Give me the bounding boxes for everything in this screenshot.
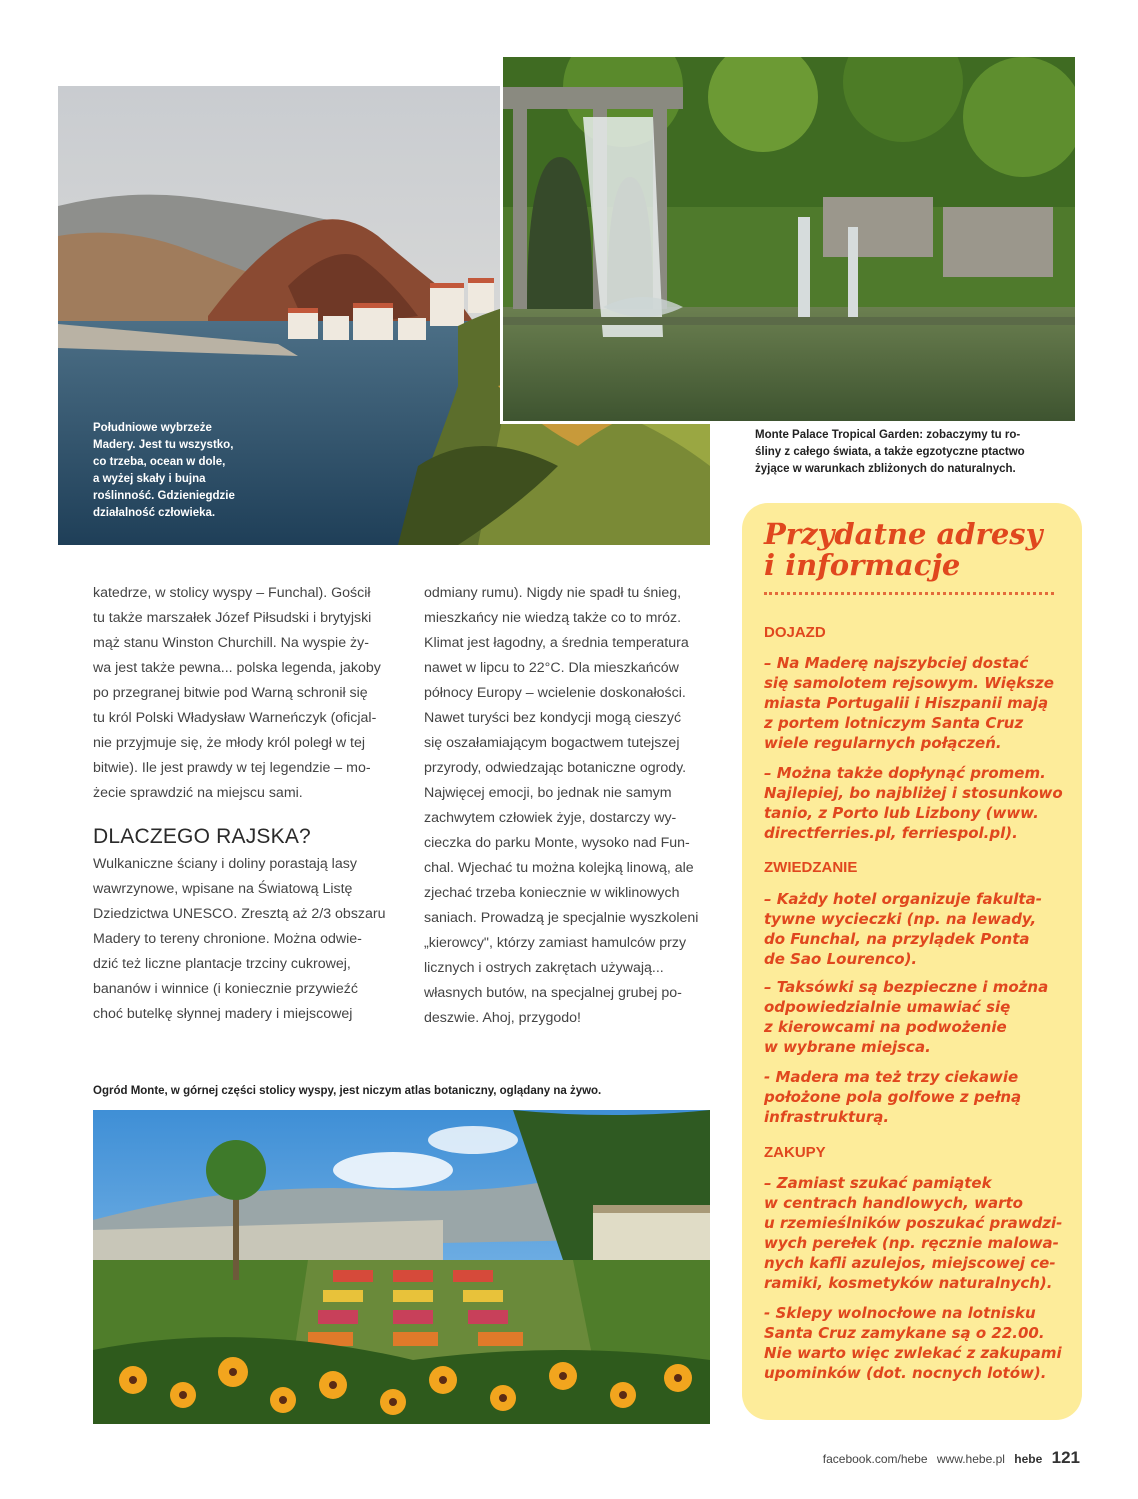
text-line: mieszkańcy nie wiedzą także co to mróz. [424, 610, 682, 626]
text-line: odmiany rumu). Nigdy nie spadł tu śnieg, [424, 585, 682, 601]
item-line: – Taksówki są bezpieczne i można [764, 978, 1049, 996]
article-column-left [93, 581, 393, 1027]
page-number: 121 [1051, 1448, 1080, 1467]
text-line: Wulkaniczne ściany i doliny porastają lasy [93, 856, 357, 872]
section-label-dojazd: DOJAZD [764, 624, 826, 641]
info-item [764, 977, 1074, 1057]
dotted-divider [764, 592, 1054, 595]
text-line: bitwie). Ile jest prawdy w tej legendzie – mo- [93, 760, 371, 776]
text-line: własnych butów, na specjalnej grubej po- [424, 985, 682, 1001]
text-line: cieczka do parku Monte, wysoko nad Fun- [424, 835, 690, 851]
text-line: północy Europy – wcielenie doskonałości. [424, 685, 686, 701]
text-line: nawet w lipcu to 22°C. Dla mieszkańców [424, 660, 679, 676]
caption-line: co trzeba, ocean w dole, [93, 456, 226, 468]
text-line: nie przyjmuje się, że młody król poległ w tej [93, 735, 366, 751]
info-item [764, 653, 1074, 753]
caption-garden [755, 427, 1065, 478]
text-line: mąż stanu Winston Churchill. Na wyspie ży- [93, 635, 369, 651]
caption-monte: Ogród Monte, w górnej części stolicy wyspy, jest niczym atlas botaniczny, oglądany na żywo. [93, 1085, 602, 1097]
info-item [764, 1173, 1074, 1293]
caption-line: Południowe wybrzeże [93, 422, 212, 434]
text-line: żecie sprawdzić na miejscu sami. [93, 785, 303, 801]
item-line: w centrach handlowych, warto [764, 1194, 1023, 1212]
item-line: tywne wycieczki (np. na lewady, [764, 910, 1037, 928]
text-line: Madery to tereny chronione. Można odwie- [93, 931, 362, 947]
item-line: – Na Maderę najszybciej dostać [764, 654, 1029, 672]
text-line: „kierowcy", którzy zamiast hamulców przy [424, 935, 687, 951]
article-paragraph [424, 581, 714, 1031]
item-line: wych perełek (np. ręcznie malowa- [764, 1234, 1059, 1252]
item-line: Najlepiej, bo najbliżej i stosunkowo [764, 784, 1063, 802]
info-box [742, 503, 1082, 1420]
caption-line: żyjące w warunkach zbliżonych do naturalnych. [755, 463, 1016, 475]
caption-coast [93, 420, 263, 522]
item-line: tanio, z Porto lub Lizbony (www. [764, 804, 1039, 822]
item-line: u rzemieślników poszukać prawdzi- [764, 1214, 1063, 1232]
text-line: Najwięcej emocji, bo jednak nie samym [424, 785, 672, 801]
item-line: z kierowcami na podwożenie [764, 1018, 1007, 1036]
item-line: – Zamiast szukać pamiątek [764, 1174, 992, 1192]
info-item [764, 1303, 1074, 1383]
caption-line: śliny z całego świata, a także egzotyczne ptactwo [755, 446, 1025, 458]
info-item [764, 763, 1074, 843]
item-line: odpowiedzialnie umawiać się [764, 998, 1011, 1016]
text-line: się oszałamiającym bogactwem tutejszej [424, 735, 680, 751]
text-line: dzić też liczne plantacje trzciny cukrowej, [93, 956, 351, 972]
item-line: się samolotem rejsowym. Większe [764, 674, 1054, 692]
brand-name: hebe [1014, 1452, 1043, 1466]
text-line: zjechać trzeba koniecznie w wiklinowych [424, 885, 680, 901]
text-line: deszwie. Ahoj, przygodo! [424, 1010, 581, 1026]
item-line: - Sklepy wolnocłowe na lotnisku [764, 1304, 1036, 1322]
caption-line: Madery. Jest tu wszystko, [93, 439, 234, 451]
text-line: tu także marszałek Józef Piłsudski i brytyjski [93, 610, 372, 626]
item-line: wiele regularnych połączeń. [764, 734, 1002, 752]
info-item [764, 1067, 1074, 1127]
text-line: choć butelkę słynnej madery i miejscowej [93, 1006, 353, 1022]
item-line: do Funchal, na przylądek Ponta [764, 930, 1030, 948]
section-label-zakupy: ZAKUPY [764, 1144, 826, 1161]
article-column-middle [424, 581, 714, 1031]
item-line: nych kafli azulejos, miejscowej ce- [764, 1254, 1056, 1272]
text-line: chal. Wjechać tu można kolejką linową, ale [424, 860, 694, 876]
info-box-title [764, 519, 1064, 581]
title-line: i informacje [764, 548, 961, 582]
text-line: tu król Polski Władysław Warneńczyk (oficjal- [93, 710, 377, 726]
text-line: zachwytem człowiek żyje, dostarczy wy- [424, 810, 677, 826]
text-line: wa jest także pewna... polska legenda, jakoby [93, 660, 381, 676]
item-line: położone pola golfowe z pełną [764, 1088, 1022, 1106]
item-line: Santa Cruz zamykane są o 22.00. [764, 1324, 1045, 1342]
item-line: – Można także dopłynąć promem. [764, 764, 1046, 782]
text-line: Dziedzictwa UNESCO. Zresztą aż 2/3 obszaru [93, 906, 386, 922]
item-line: miasta Portugalii i Hiszpanii mają [764, 694, 1049, 712]
item-line: w wybrane miejsca. [764, 1038, 931, 1056]
text-line: katedrze, w stolicy wyspy – Funchal). Gościł [93, 585, 371, 601]
item-line: infrastrukturą. [764, 1108, 890, 1126]
item-line: directferries.pl, ferriespol.pl). [764, 824, 1018, 842]
item-line: upominków (dot. nocnych lotów). [764, 1364, 1047, 1382]
item-line: ramiki, kosmetyków naturalnych). [764, 1274, 1053, 1292]
facebook-link[interactable]: facebook.com/hebe [822, 1452, 928, 1466]
text-line: wawrzynowe, wpisane na Światową Listę [93, 881, 353, 897]
text-line: po przegranej bitwie pod Warną schronił się [93, 685, 368, 701]
text-line: licznych i ostrych zakrętach używają... [424, 960, 664, 976]
caption-line: roślinność. Gdzieniegdzie [93, 490, 235, 502]
text-line: saniach. Prowadzą je specjalnie wyszkoleni [424, 910, 699, 926]
caption-line: a wyżej skały i bujna [93, 473, 206, 485]
photo-monte-garden [93, 1110, 710, 1424]
website-link[interactable]: www.hebe.pl [936, 1452, 1005, 1466]
info-item [764, 889, 1074, 969]
item-line: de Sao Lourenco). [764, 950, 918, 968]
photo-garden [500, 54, 1078, 424]
caption-line: Monte Palace Tropical Garden: zobaczymy tu ro- [755, 429, 1021, 441]
item-line: Nie warto więc zwlekać z zakupami [764, 1344, 1062, 1362]
item-line: – Każdy hotel organizuje fakulta- [764, 890, 1042, 908]
item-line: z portem lotniczym Santa Cruz [764, 714, 1024, 732]
title-line: Przydatne adresy [764, 517, 1043, 551]
page-footer [823, 1446, 1080, 1471]
item-line: - Madera ma też trzy ciekawie [764, 1068, 1019, 1086]
article-paragraph [93, 852, 393, 1027]
caption-line: działalność człowieka. [93, 507, 216, 519]
section-label-zwiedzanie: ZWIEDZANIE [764, 859, 858, 876]
section-heading: DLACZEGO RAJSKA? [93, 825, 311, 848]
text-line: Klimat jest łagodny, a średnia temperatura [424, 635, 689, 651]
article-paragraph [93, 581, 393, 806]
text-line: przyrody, odwiedzając botaniczne ogrody. [424, 760, 687, 776]
text-line: Nawet turyści bez kondycji mogą cieszyć [424, 710, 682, 726]
text-line: bananów i winnice (i koniecznie przywieźć [93, 981, 358, 997]
